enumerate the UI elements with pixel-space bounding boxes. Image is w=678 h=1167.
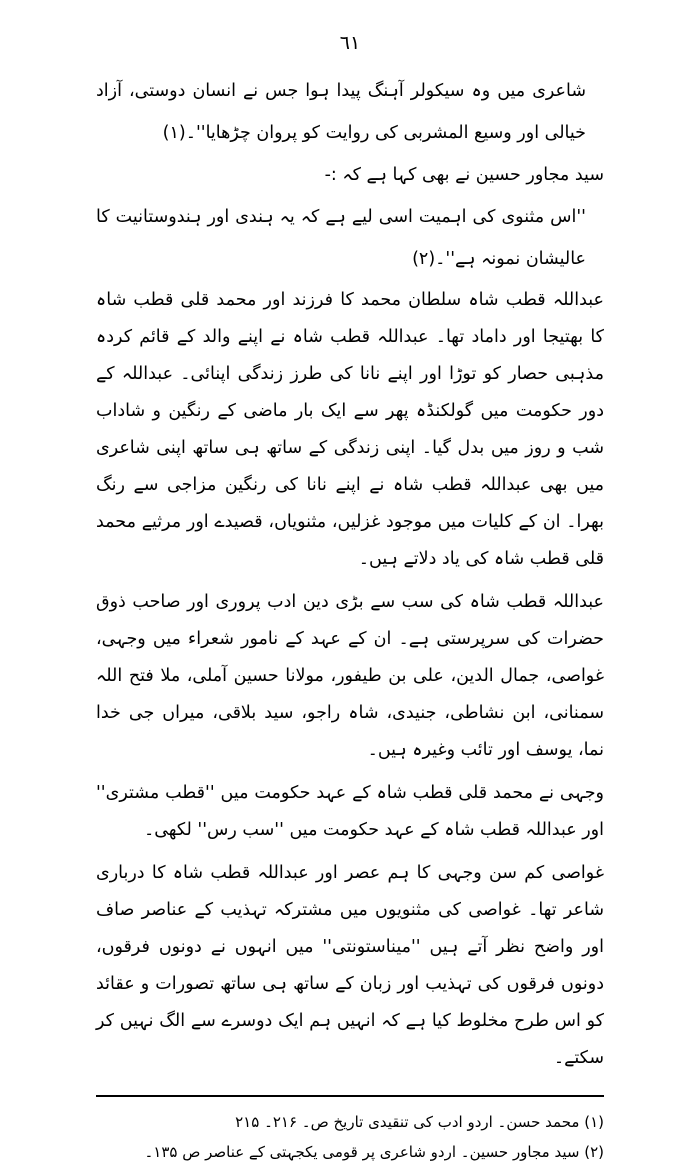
paragraph-wajhi: وجہی نے محمد قلی قطب شاہ کے عہد حکومت میں ''قطب مشتری'' اور عبداللہ قطب شاہ کے عہد حکومت میں ''سب رس'' لکھی۔ (96, 783, 604, 840)
footnote-divider (96, 1095, 604, 1097)
block-quote: ''اس مثنوی کی اہمیت اسی لیے ہے کہ یہ ہندی اور ہندوستانیت کا عالیشان نمونہ ہے''۔(۲) (96, 207, 586, 269)
paragraph-ghawwasi: غواصی کم سن وجہی کا ہم عصر اور عبداللہ قطب شاہ کا درباری شاعر تھا۔ غواصی کی مثنویوں میں مشترکہ تہذیب کے عناصر صاف اور واضح نظر آتے ہیں ''میناستونتی'' میں انہوں نے دونوں فرقوں، دونوں فرقوں کی تہذیب اور زبان کے ساتھ ہی ساتھ تصورات و عقائد کو اس طرح مخلوط کیا ہے کہ انہیں ہم ایک دوسرے سے الگ نہیں کر سکتے۔ (96, 863, 604, 1068)
quote-continuation: شاعری میں وہ سیکولر آہنگ پیدا ہوا جس نے انسان دوستی، آزاد خیالی اور وسیع المشربی کی روایت کو پروان چڑھایا''۔(۱) (96, 81, 586, 143)
intro-line: سید مجاور حسین نے بھی کہا ہے کہ :- (324, 165, 604, 185)
paragraph-patronage: عبداللہ قطب شاہ کی سب سے بڑی دین ادب پروری اور صاحب ذوق حضرات کی سرپرستی ہے۔ ان کے عہد کے نامور شعراء میں وجہی، غواصی، جمال الدین، علی بن طیفور، مولانا حسین آملی، ملا فتح اللہ سمنانی، ابن نشاطی، جنیدی، شاہ راجو، سید بلاقی، میراں جی خدا نما، یوسف اور تائب وغیرہ ہیں۔ (96, 592, 604, 760)
footnote-1: (۱) محمد حسن۔ اردو ادب کی تنقیدی تاریخ ص۔ ۲۱۶۔ ۲۱۵ (235, 1113, 604, 1131)
page-number: ٦١ (339, 32, 361, 54)
footnotes (96, 1107, 604, 1167)
paragraph-abdullah-intro: عبداللہ قطب شاہ سلطان محمد کا فرزند اور محمد قلی قطب شاہ کا بھتیجا اور داماد تھا۔ عبداللہ قطب شاہ نے اپنے والد کے قائم کردہ مذہبی حصار کو توڑا اور اپنے نانا کی طرز زندگی اپنائی۔ عبداللہ کے دور حکومت میں گولکنڈہ پھر سے ایک بار ماضی کے رنگین و شاداب شب و روز میں بدل گیا۔ اپنی زندگی کے ساتھ ہی ساتھ اپنی شاعری میں بھی عبداللہ قطب شاہ نے اپنے نانا کی رنگین مزاجی سے رنگ بھرا۔ ان کے کلیات میں موجود غزلیں، مثنویاں، قصیدے اور مرثیے محمد قلی قطب شاہ کی یاد دلاتے ہیں۔ (96, 290, 604, 569)
footnote-2: (۲) سید مجاور حسین۔ اردو شاعری پر قومی یکجہتی کے عناصر ص ۱۳۵۔ (144, 1143, 604, 1161)
